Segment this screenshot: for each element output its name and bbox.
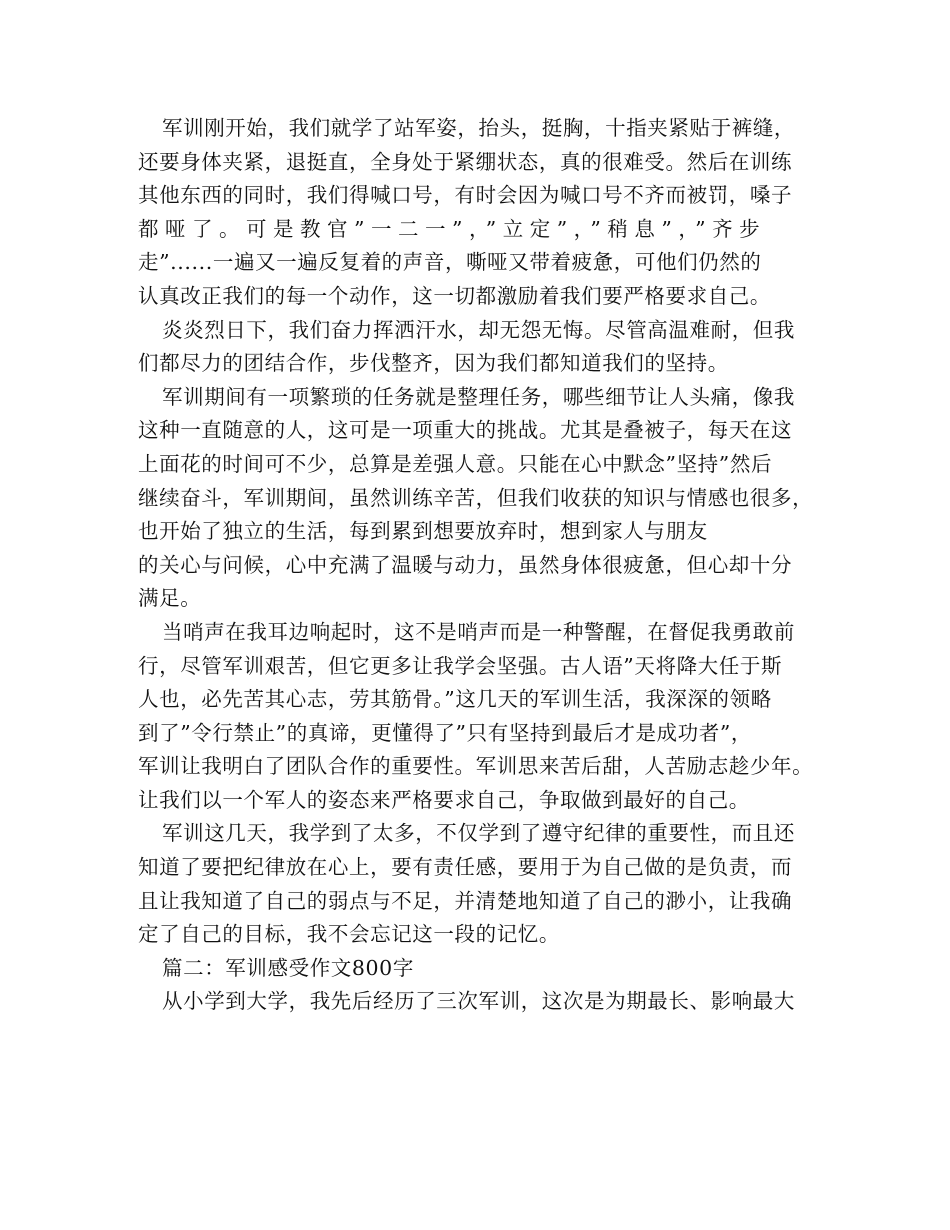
- text-line: 还要身体夹紧，退挺直，全身处于紧绷状态，真的很难受。然后在训练: [138, 149, 793, 174]
- text-line: 军训刚开始，我们就学了站军姿，抬头，挺胸，十指夹紧贴于裤缝，: [162, 116, 795, 140]
- text-line: 其他东西的同时，我们得喊口号，有时会因为喊口号不齐而被罚，嗓子: [138, 183, 793, 208]
- text-line: 炎炎烈日下，我们奋力挥洒汗水，却无怨无悔。尽管高温难耐，但我: [162, 317, 795, 342]
- text-line: 行，尽管军训艰苦，但它更多让我学会坚强。古人语”天将降大任于斯: [138, 653, 783, 678]
- text-line: 满足。: [138, 586, 202, 611]
- text-line: 到了”令行禁止”的真谛，更懂得了”只有坚持到最后才是成功者”，: [138, 720, 753, 745]
- text-line: 们都尽力的团结合作，步伐整齐，因为我们都知道我们的坚持。: [138, 351, 729, 376]
- text-line: 当哨声在我耳边响起时，这不是哨声而是一种警醒，在督促我勇敢前: [162, 619, 795, 644]
- text-line: 走”......一遍又一遍反复着的声音，嘶哑又带着疲惫，可他们仍然的: [138, 250, 762, 275]
- text-line: 这种一直随意的人，这可是一项重大的挑战。尤其是叠被子，每天在这: [138, 418, 793, 443]
- text-line: 也开始了独立的生活，每到累到想要放弃时，想到家人与朋友: [138, 519, 708, 544]
- text-line: 人也，必先苦其心志，劳其筋骨。”这几天的军训生活，我深深的领略: [138, 687, 772, 712]
- section-heading: 篇二：军训感受作文800字: [162, 955, 414, 980]
- text-line: 认真改正我们的每一个动作，这一切都激励着我们要严格要求自己。: [138, 283, 771, 308]
- text-line: 继续奋斗，军训期间，虽然训练辛苦，但我们收获的知识与情感也很多，: [138, 485, 814, 510]
- text-line: 军训让我明白了团队合作的重要性。军训思来苦后甜，人苦励志趁少年。: [138, 754, 814, 779]
- text-line: 的关心与问候，心中充满了温暖与动力，虽然身体很疲惫，但心却十分: [138, 552, 793, 577]
- text-line: 军训这几天，我学到了太多，不仅学到了遵守纪律的重要性，而且还: [162, 821, 795, 846]
- text-line: 知道了要把纪律放在心上，要有责任感，要用于为自己做的是负责，而: [138, 855, 793, 880]
- text-line: 从小学到大学，我先后经历了三次军训，这次是为期最长、影响最大: [162, 989, 795, 1014]
- document-body: [138, 112, 838, 1019]
- text-line: 且让我知道了自己的弱点与不足，并清楚地知道了自己的渺小，让我确: [138, 888, 793, 913]
- text-line: 让我们以一个军人的姿态来严格要求自己，争取做到最好的自己。: [138, 787, 750, 812]
- text-line: 上面花的时间可不少，总算是差强人意。只能在心中默念”坚持”然后: [138, 451, 773, 476]
- text-line: 军训期间有一项繁琐的任务就是整理任务，哪些细节让人头痛，像我: [162, 384, 795, 409]
- text-line: 定了自己的目标，我不会忘记这一段的记忆。: [138, 922, 560, 947]
- text-line: 都哑了。可是教官”一二一”，”立定”，”稍息”，”齐步: [138, 216, 767, 241]
